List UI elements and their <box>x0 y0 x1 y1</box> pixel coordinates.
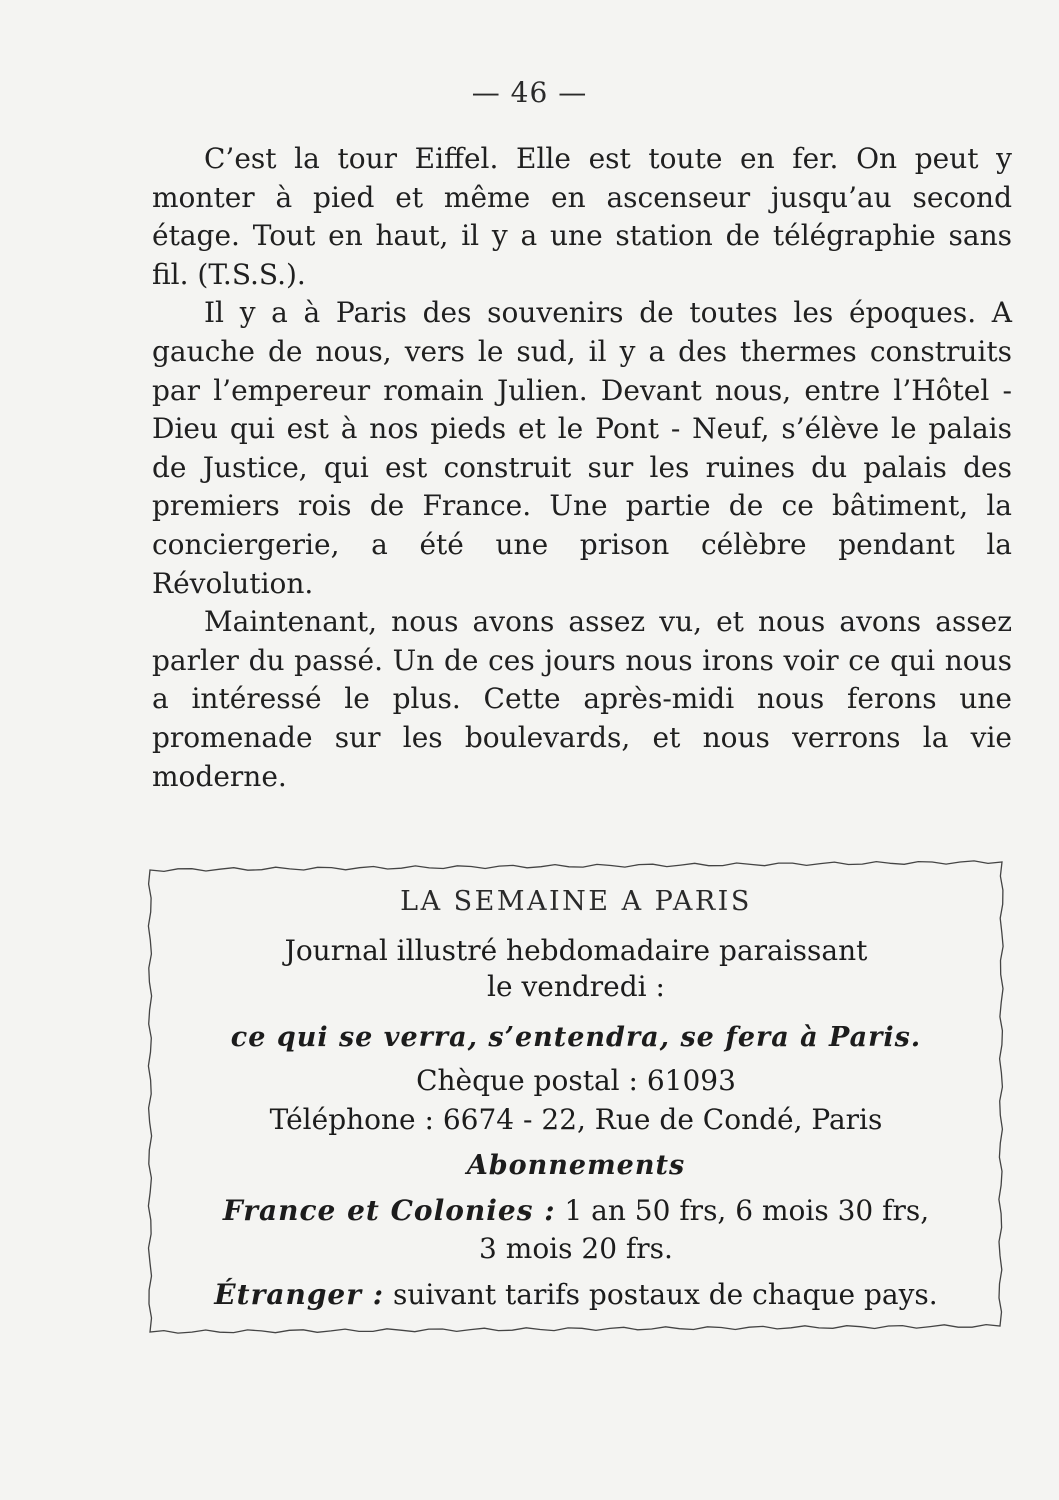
france-rates-line <box>146 1194 1006 1227</box>
paragraph: C’est la tour Eiffel. Elle est toute en fer. On peut y monter à pied et même en ascenseur jusqu’au second étage. Tout en haut, il y a une station de télégraphie sans fil. (T.S.S.). <box>152 142 1012 291</box>
page-number: — 46 — <box>471 76 588 109</box>
telephone-address: Téléphone : 6674 - 22, Rue de Condé, Paris <box>269 1103 883 1136</box>
paragraph: Il y a à Paris des souvenirs de toutes les époques. A gauche de nous, vers le sud, il y a des thermes construits par l’empereur romain Julien. Devant nous, entre l’Hôtel - Dieu qui est à nos pieds et le Pont - Neuf, s’élève le palais de Justice, qui est construit sur les ruines du palais des premiers rois de France. Une partie de ce bâtiment, la conciergerie, a été une prison célèbre pendant la Révolution. <box>152 296 1012 600</box>
foreign-rates: suivant tarifs postaux de chaque pays. <box>384 1278 938 1311</box>
advertisement-box <box>146 858 1006 1336</box>
foreign-label: Étranger : <box>214 1278 385 1311</box>
tagline: ce qui se verra, s’entendra, se fera à Paris. <box>230 1022 922 1053</box>
france-label: France et Colonies : <box>222 1194 556 1227</box>
publication-day: le vendredi : <box>487 970 665 1003</box>
journal-description: Journal illustré hebdomadaire paraissant <box>284 934 868 967</box>
subscriptions-heading: Abonnements <box>466 1150 686 1181</box>
france-rates: 1 an 50 frs, 6 mois 30 frs, <box>555 1194 930 1227</box>
france-rates-continued: 3 mois 20 frs. <box>479 1232 673 1265</box>
body-text <box>152 140 1012 796</box>
notice-title: LA SEMAINE A PARIS <box>400 886 752 917</box>
paragraph: Maintenant, nous avons assez vu, et nous avons assez parler du passé. Un de ces jours nous irons voir ce qui nous a intéressé le plus. Cette après-midi nous ferons une promenade sur les boulevards, et nous verrons la vie moderne. <box>152 605 1012 793</box>
postal-cheque: Chèque postal : 61093 <box>416 1064 736 1097</box>
foreign-rates-line <box>146 1278 1006 1311</box>
